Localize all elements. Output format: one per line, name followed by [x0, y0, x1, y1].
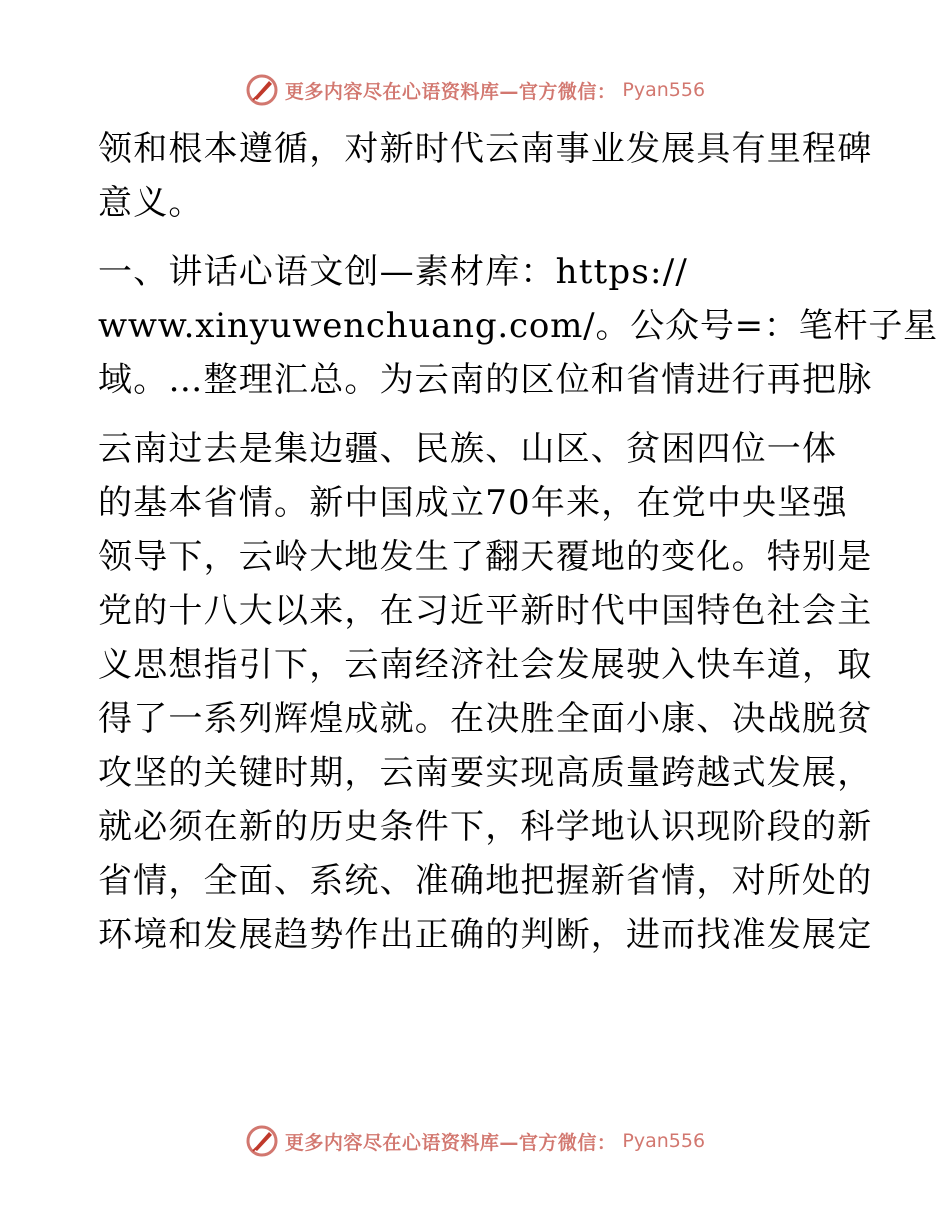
text-line: 就必须在新的历史条件下，科学地认识现阶段的新	[98, 807, 873, 847]
header-watermark	[0, 72, 950, 108]
text-line: 领导下，云岭大地发生了翻天覆地的变化。特别是	[98, 537, 873, 577]
watermark-wechat-id: Pyan556	[622, 1130, 706, 1152]
text-line: 环境和发展趋势作出正确的判断，进而找准发展定	[98, 915, 873, 955]
quill-circle-icon	[245, 1124, 279, 1158]
text-line: 云南过去是集边疆、民族、山区、贫困四位一体	[98, 429, 838, 469]
watermark-text: 更多内容尽在心语资料库—官方微信：	[284, 80, 617, 103]
text-line: 域。…整理汇总。为云南的区位和省情进行再把脉	[98, 360, 873, 400]
paragraph-gap	[98, 230, 858, 245]
text-line: 意义。	[98, 183, 204, 223]
footer-watermark	[0, 1123, 950, 1159]
text-line: 一、讲话心语文创—素材库：https://	[98, 252, 689, 292]
paragraph-gap	[98, 407, 858, 422]
text-line: 省情，全面、系统、准确地把握新省情，对所处的	[98, 861, 873, 901]
text-line: 领和根本遵循，对新时代云南事业发展具有里程碑	[98, 129, 873, 169]
text-line: 党的十八大以来，在习近平新时代中国特色社会主	[98, 591, 873, 631]
text-line: 义思想指引下，云南经济社会发展驶入快车道，取	[98, 645, 873, 685]
text-line: 攻坚的关键时期，云南要实现高质量跨越式发展，	[98, 753, 873, 793]
watermark-wechat-id: Pyan556	[622, 79, 706, 101]
quill-circle-icon	[245, 73, 279, 107]
watermark-text: 更多内容尽在心语资料库—官方微信：	[284, 1131, 617, 1154]
document-body	[98, 122, 938, 962]
text-line: 得了一系列辉煌成就。在决胜全面小康、决战脱贫	[98, 699, 873, 739]
text-line: 的基本省情。新中国成立70年来，在党中央坚强	[98, 483, 848, 523]
text-line: www.xinyuwenchuang.com/。公众号=：笔杆子星	[98, 306, 938, 346]
